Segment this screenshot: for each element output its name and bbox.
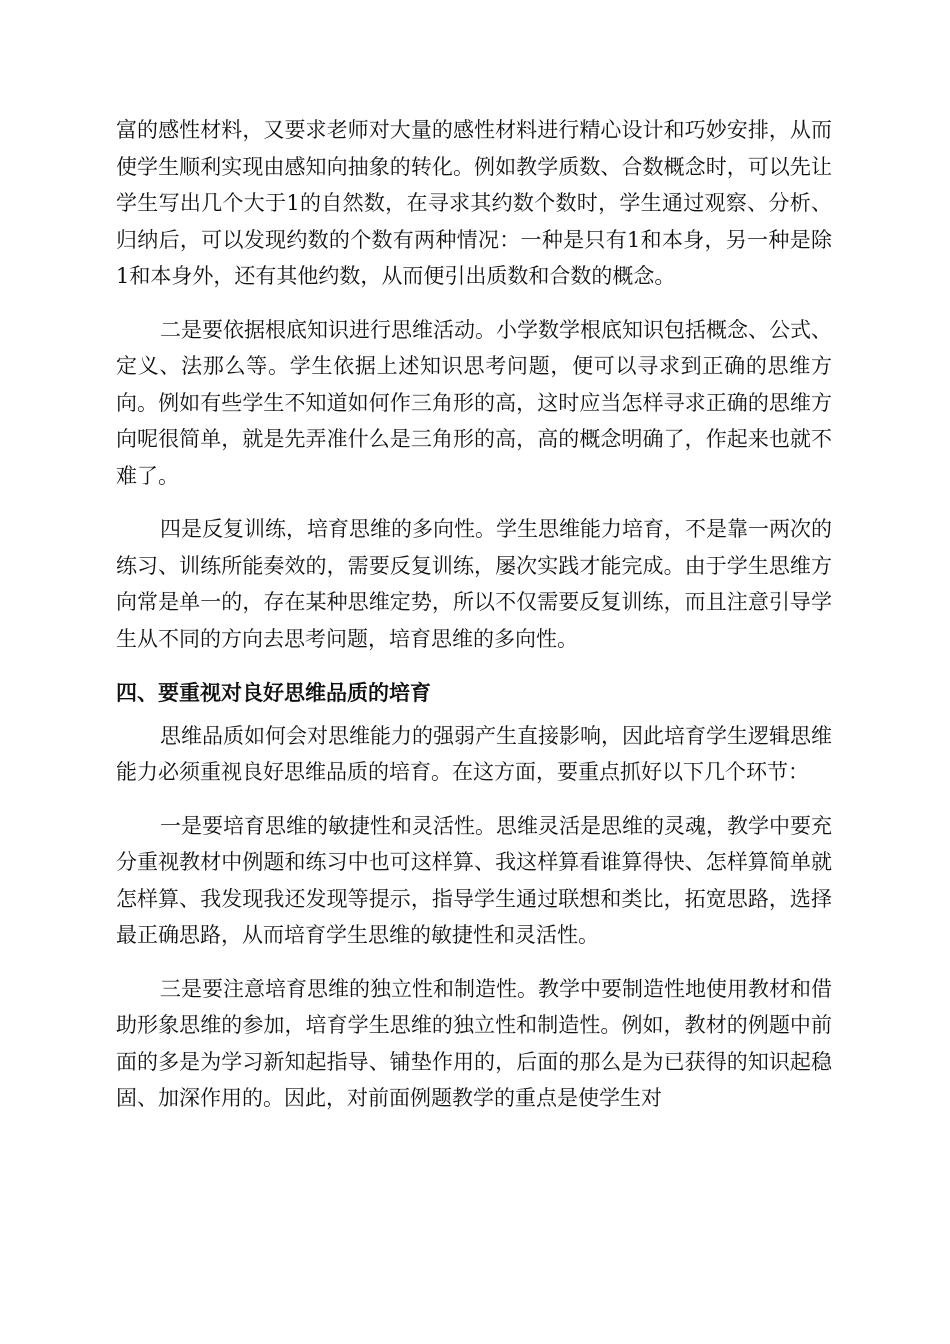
paragraph-continued: 富的感性材料，又要求老师对大量的感性材料进行精心设计和巧妙安排，从而使学生顺利实现由感知向抽象的转化。例如教学质数、合数概念时，可以先让学生写出几个大于1的自然数，在寻求其约数个数时，学生通过观察、分析、归纳后，可以发现约数的个数有两种情况：一种是只有1和本身，另一种是除1和本身外，还有其他约数，从而便引出质数和合数的概念。 [116, 118, 832, 288]
paragraph-point-four: 四是反复训练，培育思维的多向性。学生思维能力培育，不是靠一两次的练习、训练所能奏效的，需要反复训练，屡次实践才能完成。由于学生思维方向常是单一的，存在某种思维定势，所以不仅需要反复训练，而且注意引导学生从不同的方向去思考问题，培育思维的多向性。 [116, 517, 832, 651]
paragraph-point-two: 二是要依据根底知识进行思维活动。小学数学根底知识包括概念、公式、定义、法那么等。学生依据上述知识思考问题，便可以寻求到正确的思维方向。例如有些学生不知道如何作三角形的高，这时应当怎样寻求正确的思维方向呢很简单，就是先弄准什么是三角形的高，高的概念明确了，作起来也就不难了。 [116, 317, 832, 488]
document-page [116, 112, 832, 1117]
section-heading: 四、要重视对良好思维品质的培育 [116, 681, 431, 705]
paragraph-intro: 思维品质如何会对思维能力的强弱产生直接影响，因此培育学生逻辑思维能力必须重视良好思维品质的培育。在这方面，要重点抓好以下几个环节： [116, 723, 832, 784]
paragraph-quality-one: 一是要培育思维的敏捷性和灵活性。思维灵活是思维的灵魂，教学中要充分重视教材中例题和练习中也可这样算、我这样算看谁算得快、怎样算简单就怎样算、我发现我还发现等提示，指导学生通过联想和类比，拓宽思路，选择最正确思路，从而培育学生思维的敏捷性和灵活性。 [116, 813, 832, 947]
paragraph-quality-three: 三是要注意培育思维的独立性和制造性。教学中要制造性地使用教材和借助形象思维的参加，培育学生思维的独立性和制造性。例如，教材的例题中前面的多是为学习新知起指导、铺垫作用的，后面的那么是为已获得的知识起稳固、加深作用的。因此，对前面例题教学的重点是使学生对 [116, 976, 832, 1110]
